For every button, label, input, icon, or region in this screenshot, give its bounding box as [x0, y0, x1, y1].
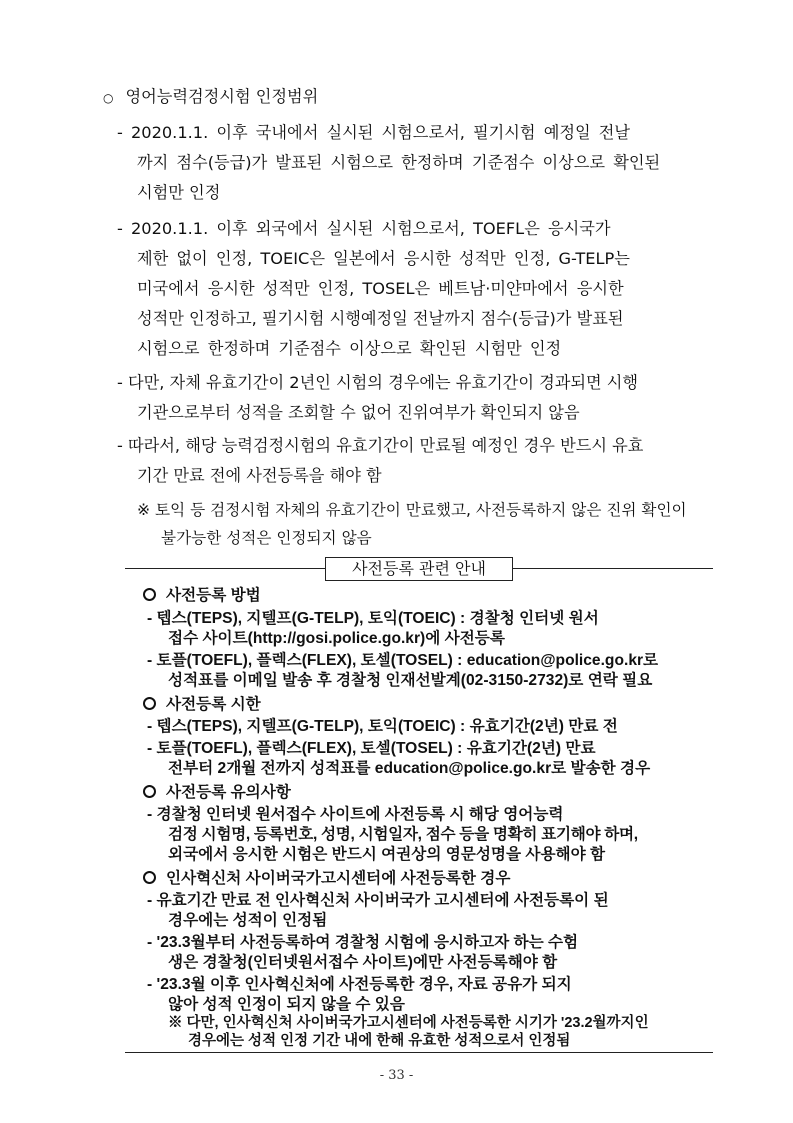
box-line: 않아 성적 인정이 되지 않을 수 있음	[168, 996, 405, 1013]
box-top-rule-right	[511, 568, 713, 569]
box-subheading: 사전등록 유의사항	[143, 784, 291, 802]
box-line: 생은 경찰청(인터넷원서접수 사이트)에만 사전등록해야 함	[168, 954, 558, 971]
box-line: - 텝스(TEPS), 지텔프(G-TELP), 토익(TOEIC) : 유효기간(2년) 만료 전	[147, 718, 618, 735]
box-line: - 토플(TOEFL), 플렉스(FLEX), 토셀(TOSEL) : education@police.go.kr로	[147, 652, 659, 669]
box-line: 전부터 2개월 전까지 성적표를 education@police.go.kr로 발송한 경우	[168, 760, 651, 777]
text-line: - 따라서, 해당 능력검정시험의 유효기간이 만료될 예정인 경우 반드시 유효	[117, 436, 644, 455]
text-line: 시험으로 한정하며 기준점수 이상으로 확인된 시험만 인정	[137, 339, 562, 358]
box-note-line: 경우에는 성적 인정 기간 내에 한해 유효한 성적으로서 인정됨	[188, 1033, 571, 1049]
text-line: 시험만 인정	[137, 183, 221, 202]
box-line: - 텝스(TEPS), 지텔프(G-TELP), 토익(TOEIC) : 경찰청 인터넷 원서	[147, 610, 599, 627]
circle-bullet-icon: ○	[103, 91, 114, 105]
box-subheading: 사전등록 시한	[143, 696, 261, 714]
box-title: 사전등록 관련 안내	[325, 557, 513, 581]
text-line: - 다만, 자체 유효기간이 2년인 시험의 경우에는 유효기간이 경과되면 시행	[117, 373, 639, 392]
section-heading: ○ 영어능력검정시험 인정범위	[103, 87, 319, 106]
box-line: - '23.3월 이후 인사혁신처에 사전등록한 경우, 자료 공유가 되지	[147, 976, 572, 993]
note-line: ※ 토익 등 검정시험 자체의 유효기간이 만료했고, 사전등록하지 않은 진위 확인이	[137, 501, 687, 519]
text-line: - 2020.1.1. 이후 국내에서 실시된 시험으로서, 필기시험 예정일 전날	[117, 123, 631, 142]
box-line: 경우에는 성적이 인정됨	[168, 912, 328, 929]
circle-bullet-icon	[143, 785, 156, 798]
box-line: - 토플(TOEFL), 플렉스(FLEX), 토셀(TOSEL) : 유효기간(2년) 만료	[147, 740, 596, 757]
box-line: - 유효기간 만료 전 인사혁신처 사이버국가 고시센터에 사전등록이 된	[147, 892, 609, 909]
box-line: 접수 사이트(http://gosi.police.go.kr)에 사전등록	[168, 630, 505, 647]
box-line: - 경찰청 인터넷 원서접수 사이트에 사전등록 시 해당 영어능력	[147, 806, 564, 823]
box-note-line: ※ 다만, 인사혁신처 사이버국가고시센터에 사전등록한 시기가 '23.2월까지인	[168, 1015, 649, 1031]
box-top-rule-left	[125, 568, 325, 569]
box-line: 성적표를 이메일 발송 후 경찰청 인재선발계(02-3150-2732)로 연락 필요	[168, 672, 653, 689]
text-line: 미국에서 응시한 성적만 인정, TOSEL은 베트남·미얀마에서 응시한	[137, 279, 624, 298]
text-line: 제한 없이 인정, TOEIC은 일본에서 응시한 성적만 인정, G-TELP는	[137, 249, 630, 268]
text-line: 기간 만료 전에 사전등록을 해야 함	[137, 466, 382, 485]
box-subheading: 사전등록 방법	[143, 587, 261, 605]
page-number: - 33 -	[379, 1068, 414, 1083]
box-bottom-rule	[125, 1052, 713, 1053]
text-line: 기관으로부터 성적을 조회할 수 없어 진위여부가 확인되지 않음	[137, 403, 580, 422]
text-line: 까지 점수(등급)가 발표된 시험으로 한정하며 기준점수 이상으로 확인된	[137, 153, 661, 172]
text-line: - 2020.1.1. 이후 외국에서 실시된 시험으로서, TOEFL은 응시국가	[117, 219, 611, 238]
box-line: 검정 시험명, 등록번호, 성명, 시험일자, 점수 등을 명확히 표기해야 하며,	[168, 826, 638, 843]
note-line: 불가능한 성적은 인정되지 않음	[161, 529, 372, 547]
circle-bullet-icon	[143, 588, 156, 601]
text-line: 성적만 인정하고, 필기시험 시행예정일 전날까지 점수(등급)가 발표된	[137, 309, 624, 328]
box-line: 외국에서 응시한 시험은 반드시 여권상의 영문성명을 사용해야 함	[168, 846, 606, 863]
box-line: - '23.3월부터 사전등록하여 경찰청 시험에 응시하고자 하는 수험	[147, 934, 579, 951]
circle-bullet-icon	[143, 697, 156, 710]
circle-bullet-icon	[143, 871, 156, 884]
box-subheading: 인사혁신처 사이버국가고시센터에 사전등록한 경우	[143, 870, 510, 888]
